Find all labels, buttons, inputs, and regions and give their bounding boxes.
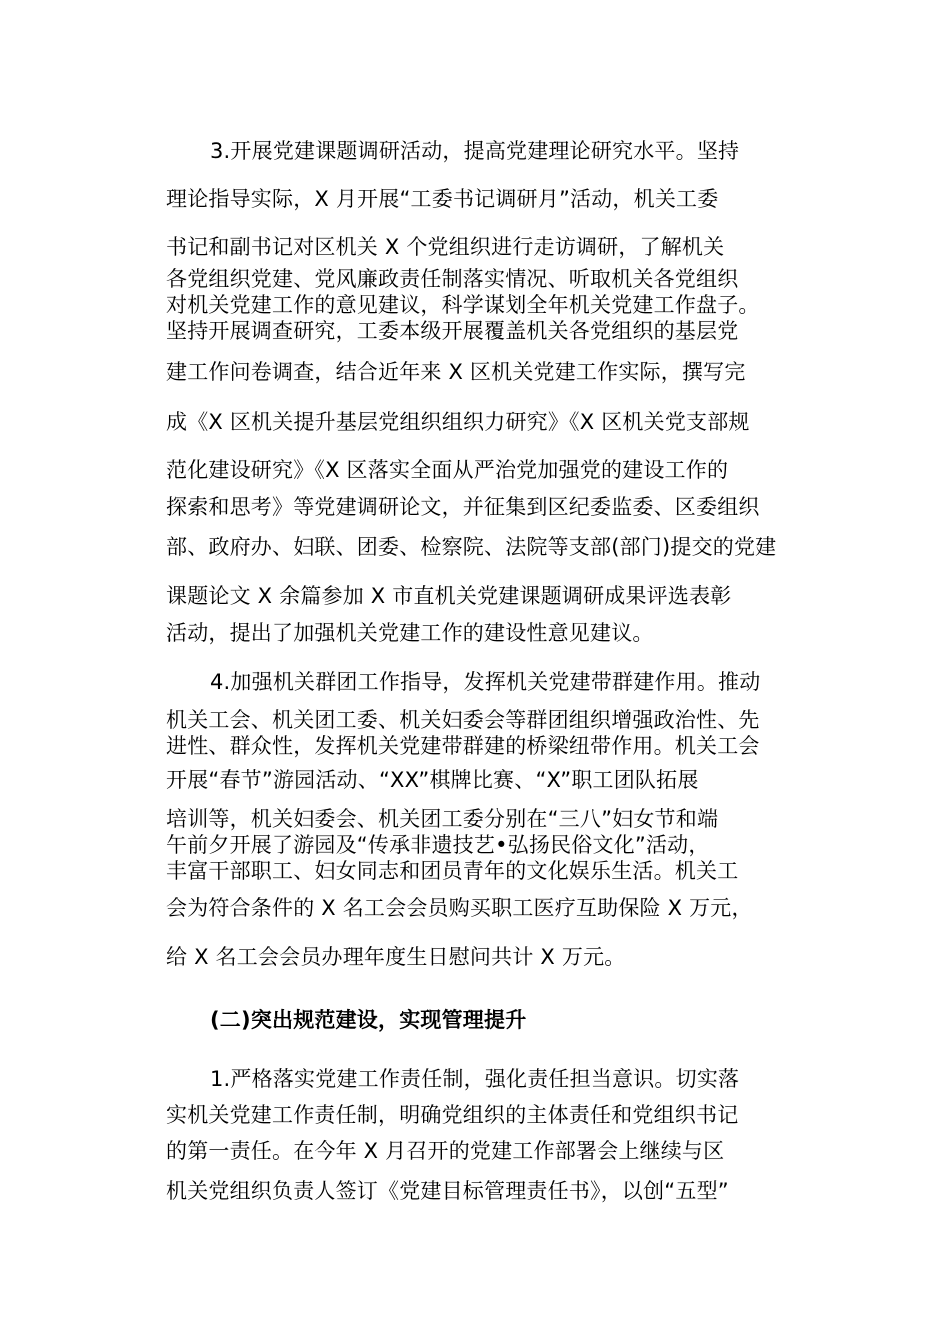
text-line: 1.严格落实党建工作责任制，强化责任担当意识。切实落	[210, 1067, 740, 1091]
text-line: 机关党组织负责人签订《党建目标管理责任书》，以创“五型”	[166, 1179, 729, 1203]
text-line: 机关工会、机关团工委、机关妇委会等群团组织增强政治性、先	[166, 708, 760, 732]
text-line: 会为符合条件的 X 名工会会员购买职工医疗互助保险 X 万元，	[166, 896, 753, 920]
text-line: 探索和思考》等党建调研论文，并征集到区纪委监委、区委组织	[166, 495, 760, 519]
text-line: 开展“春节”游园活动、“XX”棋牌比赛、“X”职工团队拓展	[166, 768, 699, 792]
text-line: 各党组织党建、党风廉政责任制落实情况、听取机关各党组织	[166, 267, 739, 291]
text-line: 活动，提出了加强机关党建工作的建设性意见建议。	[166, 621, 654, 645]
text-line: 3.开展党建课题调研活动，提高党建理论研究水平。坚持	[210, 139, 740, 163]
text-line: 范化建设研究》《X 区落实全面从严治党加强党的建设工作的	[166, 458, 729, 482]
text-line: 4.加强机关群团工作指导，发挥机关党建带群建作用。推动	[210, 670, 761, 694]
text-line: 部、政府办、妇联、团委、检察院、法院等支部(部门)提交的党建	[166, 535, 777, 559]
text-line: 课题论文 X 余篇参加 X 市直机关党建课题调研成果评选表彰	[166, 584, 732, 608]
text-line: 书记和副书记对区机关 X 个党组织进行走访调研，了解机关	[166, 235, 725, 259]
text-line: 午前夕开展了游园及“传承非遗技艺•弘扬民俗文化”活动，	[166, 833, 710, 857]
text-line: 坚持开展调查研究，工委本级开展覆盖机关各党组织的基层党	[166, 319, 739, 343]
text-line: 实机关党建工作责任制，明确党组织的主体责任和党组织书记	[166, 1103, 739, 1127]
text-line: 丰富干部职工、妇女同志和团员青年的文化娱乐生活。机关工	[166, 859, 739, 883]
text-line: 培训等，机关妇委会、机关团工委分别在“三八”妇女节和端	[166, 807, 719, 831]
text-line: 对机关党建工作的意见建议，科学谋划全年机关党建工作盘子。	[166, 293, 760, 317]
text-line: 的第一责任。在今年 X 月召开的党建工作部署会上继续与区	[166, 1139, 725, 1163]
text-line: 给 X 名工会会员办理年度生日慰问共计 X 万元。	[166, 945, 626, 969]
text-line: 进性、群众性，发挥机关党建带群建的桥梁纽带作用。机关工会	[166, 734, 760, 758]
section-heading: (二)突出规范建设，实现管理提升	[210, 1008, 527, 1032]
text-line: 成《X 区机关提升基层党组织组织力研究》《X 区机关党支部规	[166, 410, 750, 434]
text-line: 建工作问卷调查，结合近年来 X 区机关党建工作实际，撰写完	[166, 360, 746, 384]
text-line: 理论指导实际，X 月开展“工委书记调研月”活动，机关工委	[166, 187, 719, 211]
